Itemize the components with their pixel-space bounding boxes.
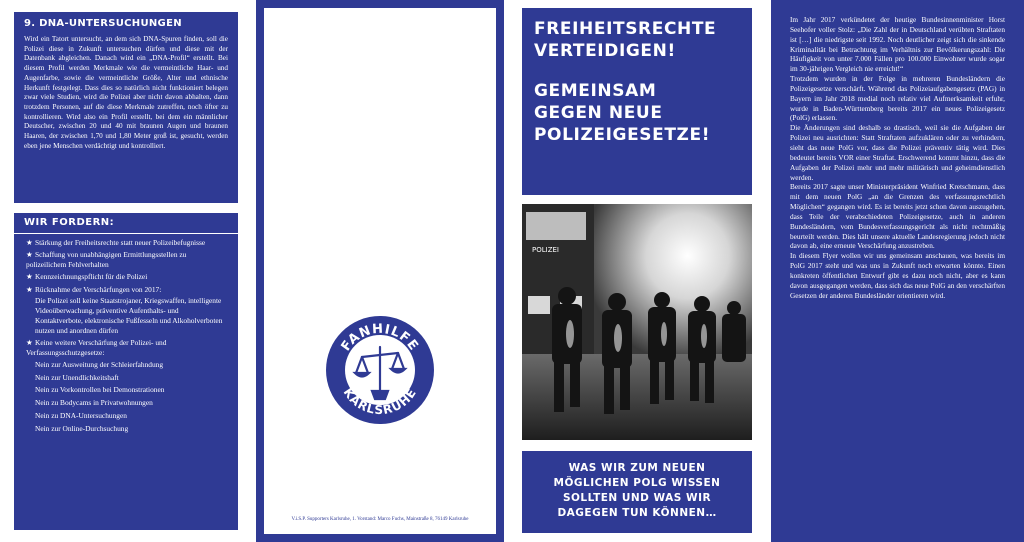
action-item: ★ Unterschreibt die Petition für die Schaffung unabhängiger Polizeibeschwerdestellen auf www.profans.de xyxy=(276,75,439,92)
keine-item: Nein zu DNA-Untersuchungen xyxy=(35,410,127,420)
cover-line-4: GEGEN NEUE xyxy=(534,103,663,123)
keine-item: Nein zu Bodycams in Privatwohnungen xyxy=(35,398,153,408)
demand-item: ★ Rücknahme der Verschärfungen von 2017: Die Polizei soll keine Staatstrojaner, Kriegswaffen, intelligente Videoüberwachung, präventive Aufenthalts- und Kontaktverbote, elektronische Fußfesseln und Alkoholverboten nutzen und anordnen dürfen xyxy=(26,285,226,336)
dna-section xyxy=(14,12,238,203)
intro-paragraph: Trotzdem wurden in der Folge in mehreren Bundesländern die Polizeigesetze verschärft. Während das Polizeiaufgabengesetz (PAG) in Bayern im Jahr 2018 medial noch relativ viel Aufmerksamkeit erfuhr, wurde in Baden-Württemberg bereits 2017 ein neues Polizeigesetz (PolG) erlassen. xyxy=(790,74,1005,123)
cover-line-5: POLIZEIGESETZE! xyxy=(534,125,711,145)
demo-line-2: DIE NEUEN xyxy=(301,195,459,224)
star-icon: ★ xyxy=(276,32,282,39)
imprint: V.i.S.P. Supporters Karlsruhe, 1. Vorstand: Marco Fuchs, Mainstraße 8, 76149 Karlsruhe xyxy=(291,517,469,522)
action-item: ★ Erzählt euren Freunden, Verwandten und Arbeitskollegen von den geplanten Verschärfungen und sensibilisiert so euer Umfeld für diese Thematik xyxy=(276,32,488,48)
demo-line-1: DEMO GEGEN xyxy=(294,171,466,196)
cover-sub-line-1: WAS WIR ZUM NEUEN xyxy=(568,462,706,474)
cover-title xyxy=(522,8,752,195)
action-item: ★ Schreibt euren Fanclub, Verein etc. auf die Unterstützerliste des Aktionsbündnisses unter no-polg-bw@mtmedia.org xyxy=(276,97,454,113)
intro-paragraph: Bereits 2017 sagte unser Ministerpräsident Winfried Kretschmann, dass mit dem neuen PolG „an die Grenzen des verfassungsrechtlich Möglichen“ gegangen wird. Es ist bereits jetzt schon davon auszugehen, dass Teile der verabschiedeten Polizeigesetze, auch in anderen Bundesländern, vom Bundesverfassungsgericht als nicht rechtmäßig beurteilt werden. Dies hält unsere aktuelle Landesregierung jedoch nicht davon ab, eine erneute Verschärfung anzustreben. xyxy=(790,182,1005,251)
panel-4 xyxy=(771,0,1024,542)
demand-item: ★ Stärkung der Freiheitsrechte statt neuer Polizeibefugnisse xyxy=(26,238,206,247)
intro-paragraph: Die Änderungen sind deshalb so drastisch, weil sie die Aufgaben der Polizei neu ausrichten: Statt Straftaten aufzuklären oder zu verhindern, sieht das neue PolG vor, dass die Polizei präventiv tätig wird. Dies bedeutet bereits VOR einer Straftat. Erschwerend kommt hinzu, dass die Aufgaben der Polizei mehr und mehr militärisch und geheimdienstlich werden. xyxy=(790,123,1005,182)
police-photo xyxy=(522,204,752,440)
cover-line-2: VERTEIDIGEN! xyxy=(534,41,676,61)
ruecknahme-text: Die Polizei soll keine Staatstrojaner, Kriegswaffen, intelligente Videoüberwachung, präventive Aufenthalts- und Kontaktverbote, elektronische Fußfesseln und Alkoholverboten nutzen und anordnen dürfen xyxy=(35,296,223,335)
sprich-line-1: SPRICH NICHT MIT DER POLIZEI! xyxy=(280,440,480,453)
star-icon: ★ xyxy=(276,53,282,61)
website-link[interactable]: WWW.FANHILFE-KARLSRUHE.DE xyxy=(294,485,466,496)
demand-item: ★ Keine weitere Verschärfung der Polizei- und Verfassungsschutzgesetze: Nein zur Ausweitung der Schleierfahndung Nein zur Unendlichkeitshaft Nein zu Vorkontrollen bei Demonstrationen Nein zu Bodycams in Privatwohnungen Nein zu DNA-Untersuchungen Nein zur Online-Durchsuchung xyxy=(26,338,226,433)
cover-line-1: FREIHEITSRECHTE xyxy=(534,19,717,39)
demo-line-3: POLIZEIGESETZE xyxy=(297,223,463,243)
panel-2 xyxy=(256,0,504,542)
sprich-block xyxy=(264,440,496,472)
demo-date-time: 13.10.19 ★ 14 UHR xyxy=(295,245,465,263)
dna-text: Wird ein Tatort untersucht, an dem sich DNA-Spuren finden, soll die Polizei diese in Zukunft untersuchen dürfen und diese mit der Datenbank abgleichen. Danach wird ein „DNA-Profil“ erstellt. Bei diesem Profil werden Merkmale wie die vermeintliche Haar- und Augenfarbe, sowie die vermeintliche Größe, Alter und ethnische Herkunft festgelegt. Dass dies so natürlich nicht funktioniert belegen zwar viele Studien, wird die Polizei aber nicht davon abhalten, dann trotzdem Personen, auf die diese Merkmale zutreffen, noch öfter zu kontrollieren. Wird also ein Profil erstellt, bei dem ein männlicher Deutscher, zwischen 20 und 40 mit braunen Augen und braunen Haaren, der zwischen 1,70 und 1,80 Meter groß ist, gesucht, werden eben jene Menschen verdächtigt und kontrolliert. xyxy=(24,35,228,150)
star-icon: ★ xyxy=(26,272,33,282)
dna-title: 9. DNA-UNTERSUCHUNGEN xyxy=(24,18,182,29)
demo-frame xyxy=(264,8,496,534)
demo-location: SCHLOSSPLATZ KARLSRUHE xyxy=(294,265,466,277)
intro-text-section xyxy=(780,8,1015,534)
demo-headline xyxy=(264,172,496,278)
keine-item: Nein zur Unendlichkeitshaft xyxy=(35,372,119,382)
email-link[interactable]: KONTAKT@FANHILFE-KARLSRUHE.DE xyxy=(281,497,479,508)
star-icon: ★ xyxy=(276,119,282,127)
fanhilfe-logo xyxy=(325,315,435,425)
sprich-line-2: SPRICH MIT UNS! xyxy=(309,455,451,471)
police-label: POLIZEI xyxy=(532,246,559,254)
cover-line-3: GEMEINSAM xyxy=(534,81,657,101)
keine-item: Nein zu Vorkontrollen bei Demonstrationen xyxy=(35,385,165,395)
contact-block xyxy=(264,485,496,509)
cover-sub-line-4: DAGEGEN TUN KÖNNEN… xyxy=(557,507,717,519)
panel-1 xyxy=(0,0,246,542)
cover-subtitle xyxy=(522,451,752,533)
star-icon: ★ xyxy=(26,338,33,348)
star-icon: ★ xyxy=(26,284,33,294)
panel-3 xyxy=(513,0,761,542)
actions-list xyxy=(276,32,490,133)
cover-sub-line-3: SOLLTEN UND WAS WIR xyxy=(562,492,712,504)
intro-paragraph: Im Jahr 2017 verkündetet der heutige Bundesinnenminister Horst Seehofer voller Stolz: „Die Zahl der in Deutschland verübten Straftaten ist […] die niedrigste seit 1992. Noch deutlicher zeigt sich die sinkende Kriminalität bei Betrachtung im Verhältnis zur Bevölkerungszahl: Die Häufigkeit von unter 7.000 Fällen pro 100.000 Einwohner wurde sogar im 30-jährigen Vergleich nie erreicht!“ xyxy=(790,15,1005,74)
demands-section xyxy=(14,234,238,530)
fordern-title: WIR FORDERN: xyxy=(24,217,115,228)
action-item: ★ Macht die Landtagsabgeordneten aus eurem Wahlkreis auf die Thematik aufmerksam xyxy=(276,53,478,70)
logo-top-text: FANHILFE xyxy=(338,321,422,355)
demand-item: ★ Kennzeichnungspflicht für die Polizei xyxy=(26,272,148,282)
fordern-title-box xyxy=(14,213,238,233)
demands-list xyxy=(26,238,226,434)
intro-paragraph: In diesem Flyer wollen wir uns gemeinsam anschauen, was bereits im PolG 2017 steht und was uns in Zukunft noch erwarten könnte. Einen konkreten öffentlichen Entwurf gibt es dazu noch nicht, aber es kann davon ausgegangen werden, dass sich das neue PolG an den verschärften Gesetzen der anderen Bundesländer orientieren wird. xyxy=(790,251,1005,300)
keine-item: Nein zur Ausweitung der Schleierfahndung xyxy=(35,359,164,369)
cover-sub-line-2: MÖGLICHEN POLG WISSEN xyxy=(553,477,721,489)
star-icon: ★ xyxy=(276,75,282,83)
keine-item: Nein zur Online-Durchsuchung xyxy=(35,423,129,433)
actions-title: WAS IHR DAGEGEN TUN KÖNNT… xyxy=(290,14,470,24)
action-item: ★ Mobilisiert euren Freundeskreis und euren Fanclub für die xyxy=(276,119,440,127)
star-icon: ★ xyxy=(276,97,282,105)
star-icon: ★ xyxy=(26,238,33,247)
logo-bottom-text: KARLSRUHE xyxy=(340,385,420,418)
star-icon: ★ xyxy=(26,250,33,260)
demand-item: ★ Schaffung von unabhängigen Ermittlungsstellen zu polizeilichem Fehlverhalten xyxy=(26,250,187,270)
